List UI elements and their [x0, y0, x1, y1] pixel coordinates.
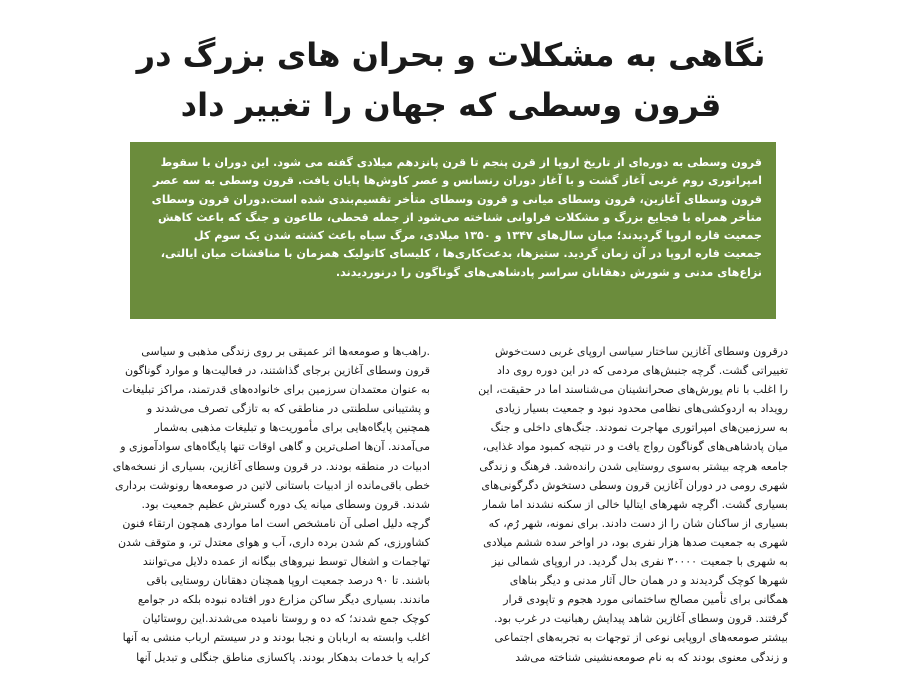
body-line: شهرها کوچک گردیدند و در همان حال آثار مدنی و دیگر بناهای — [509, 574, 788, 588]
body-line: تهاجمات و اشغال توسط نیروهای بیگانه از عمده دلایل می‌توانند — [142, 555, 430, 569]
body-line: رویداد به اردوکشی‌های نظامی محدود نبود و جمعیت بسیار زیادی — [495, 402, 788, 416]
summary-line: نزاع‌های مدنی و شورش دهقانان سراسر پادشاهی‌های گوناگون را درنوردیدند. — [335, 265, 762, 279]
body-line: میان پادشاهی‌های گوناگون رواج یافت و در نتیجه کمبود مواد غذایی، — [482, 440, 788, 454]
body-line: گرچه دلیل اصلی آن نامشخص است اما مواردی همچون ارتقاء فنون — [122, 516, 430, 530]
summary-line: متأخر همراه با فجایع بزرگ و مشکلات فراوانی شناخته می‌شود از جمله قحطی، طاعون و جنگ که باعث کاهش — [158, 210, 762, 224]
summary-line: جمعیت قاره اروپا در آن زمان گردید. ستیزها، بدعت‌کاری‌ها ، کلیسای کاتولیک همزمان با مناقشات میان ایالتی، — [160, 247, 762, 261]
body-line: ماندند. بسیاری دیگر ساکن مزارع دور افتاده نبوده بلکه در جوامع — [137, 593, 430, 607]
body-line: قرون وسطای آغازین برجای گذاشتند، در فعالیت‌ها و موارد گوناگون — [125, 364, 430, 378]
body-line: شهری به جمعیت صدها هزار نفری بود، در اواخر سده ششم میلادی — [483, 535, 788, 549]
body-line: شهری رومی در دوران آغازین قرون وسطی دستخوش دگرگونی‌های — [481, 478, 788, 492]
body-line: اغلب وابسته به اربابان و نجبا بودند و در سیستم ارباب منشی به آنها — [122, 631, 430, 645]
body-line: و زندگی معنوی بودند که به نام صومعه‌نشینی شناخته می‌شد — [515, 650, 788, 664]
body-line: شدند. قرون وسطای میانه یک دوره گسترش عظیم جمعیت بود. — [141, 497, 430, 511]
body-line: درقرون وسطای آغازین ساختار سیاسی اروپای غربی دست‌خوش — [494, 345, 788, 358]
title-line: قرون وسطی که جهان را تغییر داد — [180, 86, 722, 124]
body-line: جامعه هرچه بیشتر به‌سوی روستایی شدن راندەشد. فرهنگ و زندگی — [479, 459, 788, 473]
body-line: و پشتیبانی سلطنتی در مناطقی که به تازگی تصرف می‌شدند و — [146, 402, 430, 416]
body-line: همگانی برای تأمین مصالح ساختمانی مورد هجوم و تاپودی قرار — [503, 593, 788, 607]
summary-line: جمعیت قاره اروپا گردیدند؛ میان سال‌های ۱۳۴۷ و ۱۳۵۰ میلادی، مرگ سیاه باعث کشته شدن یک سوم کل — [193, 229, 762, 243]
body-line: به شهری با جمعیت ۳۰۰۰۰ نفری بدل گردید. در اروپای شمالی نیز — [491, 555, 788, 569]
body-line: خطی باقی‌مانده از ادبیات باستانی لاتین در صومعه‌ها رونوشت برداری — [115, 478, 430, 492]
body-line: به عنوان معتمدان سرزمین برای خانواده‌های قدرتمند، مراکز تبلیغات — [122, 383, 430, 397]
body-line: تغییراتی گشت. گرچه جنبش‌های مردمی که در این دوره روی داد — [496, 364, 788, 378]
body-line: همچنین پایگاه‌هایی برای مأموریت‌ها و تبلیغات مذهبی به‌شمار — [154, 421, 430, 435]
body-line: کرایه یا خدمات بدهکار بودند. پاکسازی مناطق جنگلی و تبدیل آنها — [136, 650, 430, 664]
summary-line: امپراتوری روم غربی آغاز گشت و با آغاز دوران رنسانس و عصر کاوش‌ها پایان یافت. قرون وسطی به سه عصر — [153, 174, 762, 188]
title-line: نگاهی به مشکلات و بحران های بزرگ در — [136, 36, 766, 74]
body-line: گرفتند. قرون وسطای آغازین شاهد پیدایش رهبانیت در غرب بود. — [493, 612, 788, 626]
article-title — [60, 30, 842, 130]
body-line: را اغلب با نام یورش‌های صحرانشینان می‌شناسند اما در حقیقت، این — [478, 383, 788, 397]
body-line: بسیاری گشت. اگرچه شهرهای ایتالیا خالی از سکنه نشدند اما شمار — [482, 497, 788, 511]
body-line: ادبیات در منطقه بودند. در قرون وسطای آغازین، بسیاری از نسخه‌های — [112, 459, 430, 473]
body-column-right — [468, 342, 788, 689]
summary-line: قرون وسطای آغازین، قرون وسطای میانی و قرون وسطای متأخر تقسیم‌بندی شده است.دوران قرون وسطای — [151, 192, 762, 206]
body-column-left — [110, 342, 430, 689]
summary-box — [130, 142, 776, 319]
body-line: کشاورزی، کم شدن برده داری، آب و هوای معتدل تر، و متوقف شدن — [117, 535, 430, 549]
body-line: باشند. تا ۹۰ درصد جمعیت اروپا همچنان دهقانان روستایی باقی — [146, 574, 430, 588]
body-line: می‌آمدند. آن‌ها اصلی‌ترین و گاهی اوقات تنها پایگاه‌های سوادآموزی و — [120, 440, 430, 454]
body-line: بسیاری از ساکنان شان را از دست دادند. برای نمونه، شهر رُم، که — [488, 516, 788, 530]
body-line: .راهب‌ها و صومعه‌ها اثر عمیقی بر روی زندگی مذهبی و سیاسی — [141, 345, 430, 358]
summary-line: قرون وسطی به دوره‌ای از تاریخ اروپا از قرن پنجم تا قرن پانزدهم میلادی گفته می شود. این دوران با سقوط — [160, 156, 762, 169]
body-line: کوچک جمع شدند؛ که ده و روستا نامیده می‌شدند.این روستائیان — [142, 612, 430, 626]
body-line: بیشتر صومعه‌های اروپایی نوعی از توجهات به تجربه‌های اجتماعی — [494, 631, 788, 645]
body-line: به سرزمین‌های امپراتوری مهاجرت نمودند. جنگ‌های داخلی و جنگ — [490, 421, 788, 435]
